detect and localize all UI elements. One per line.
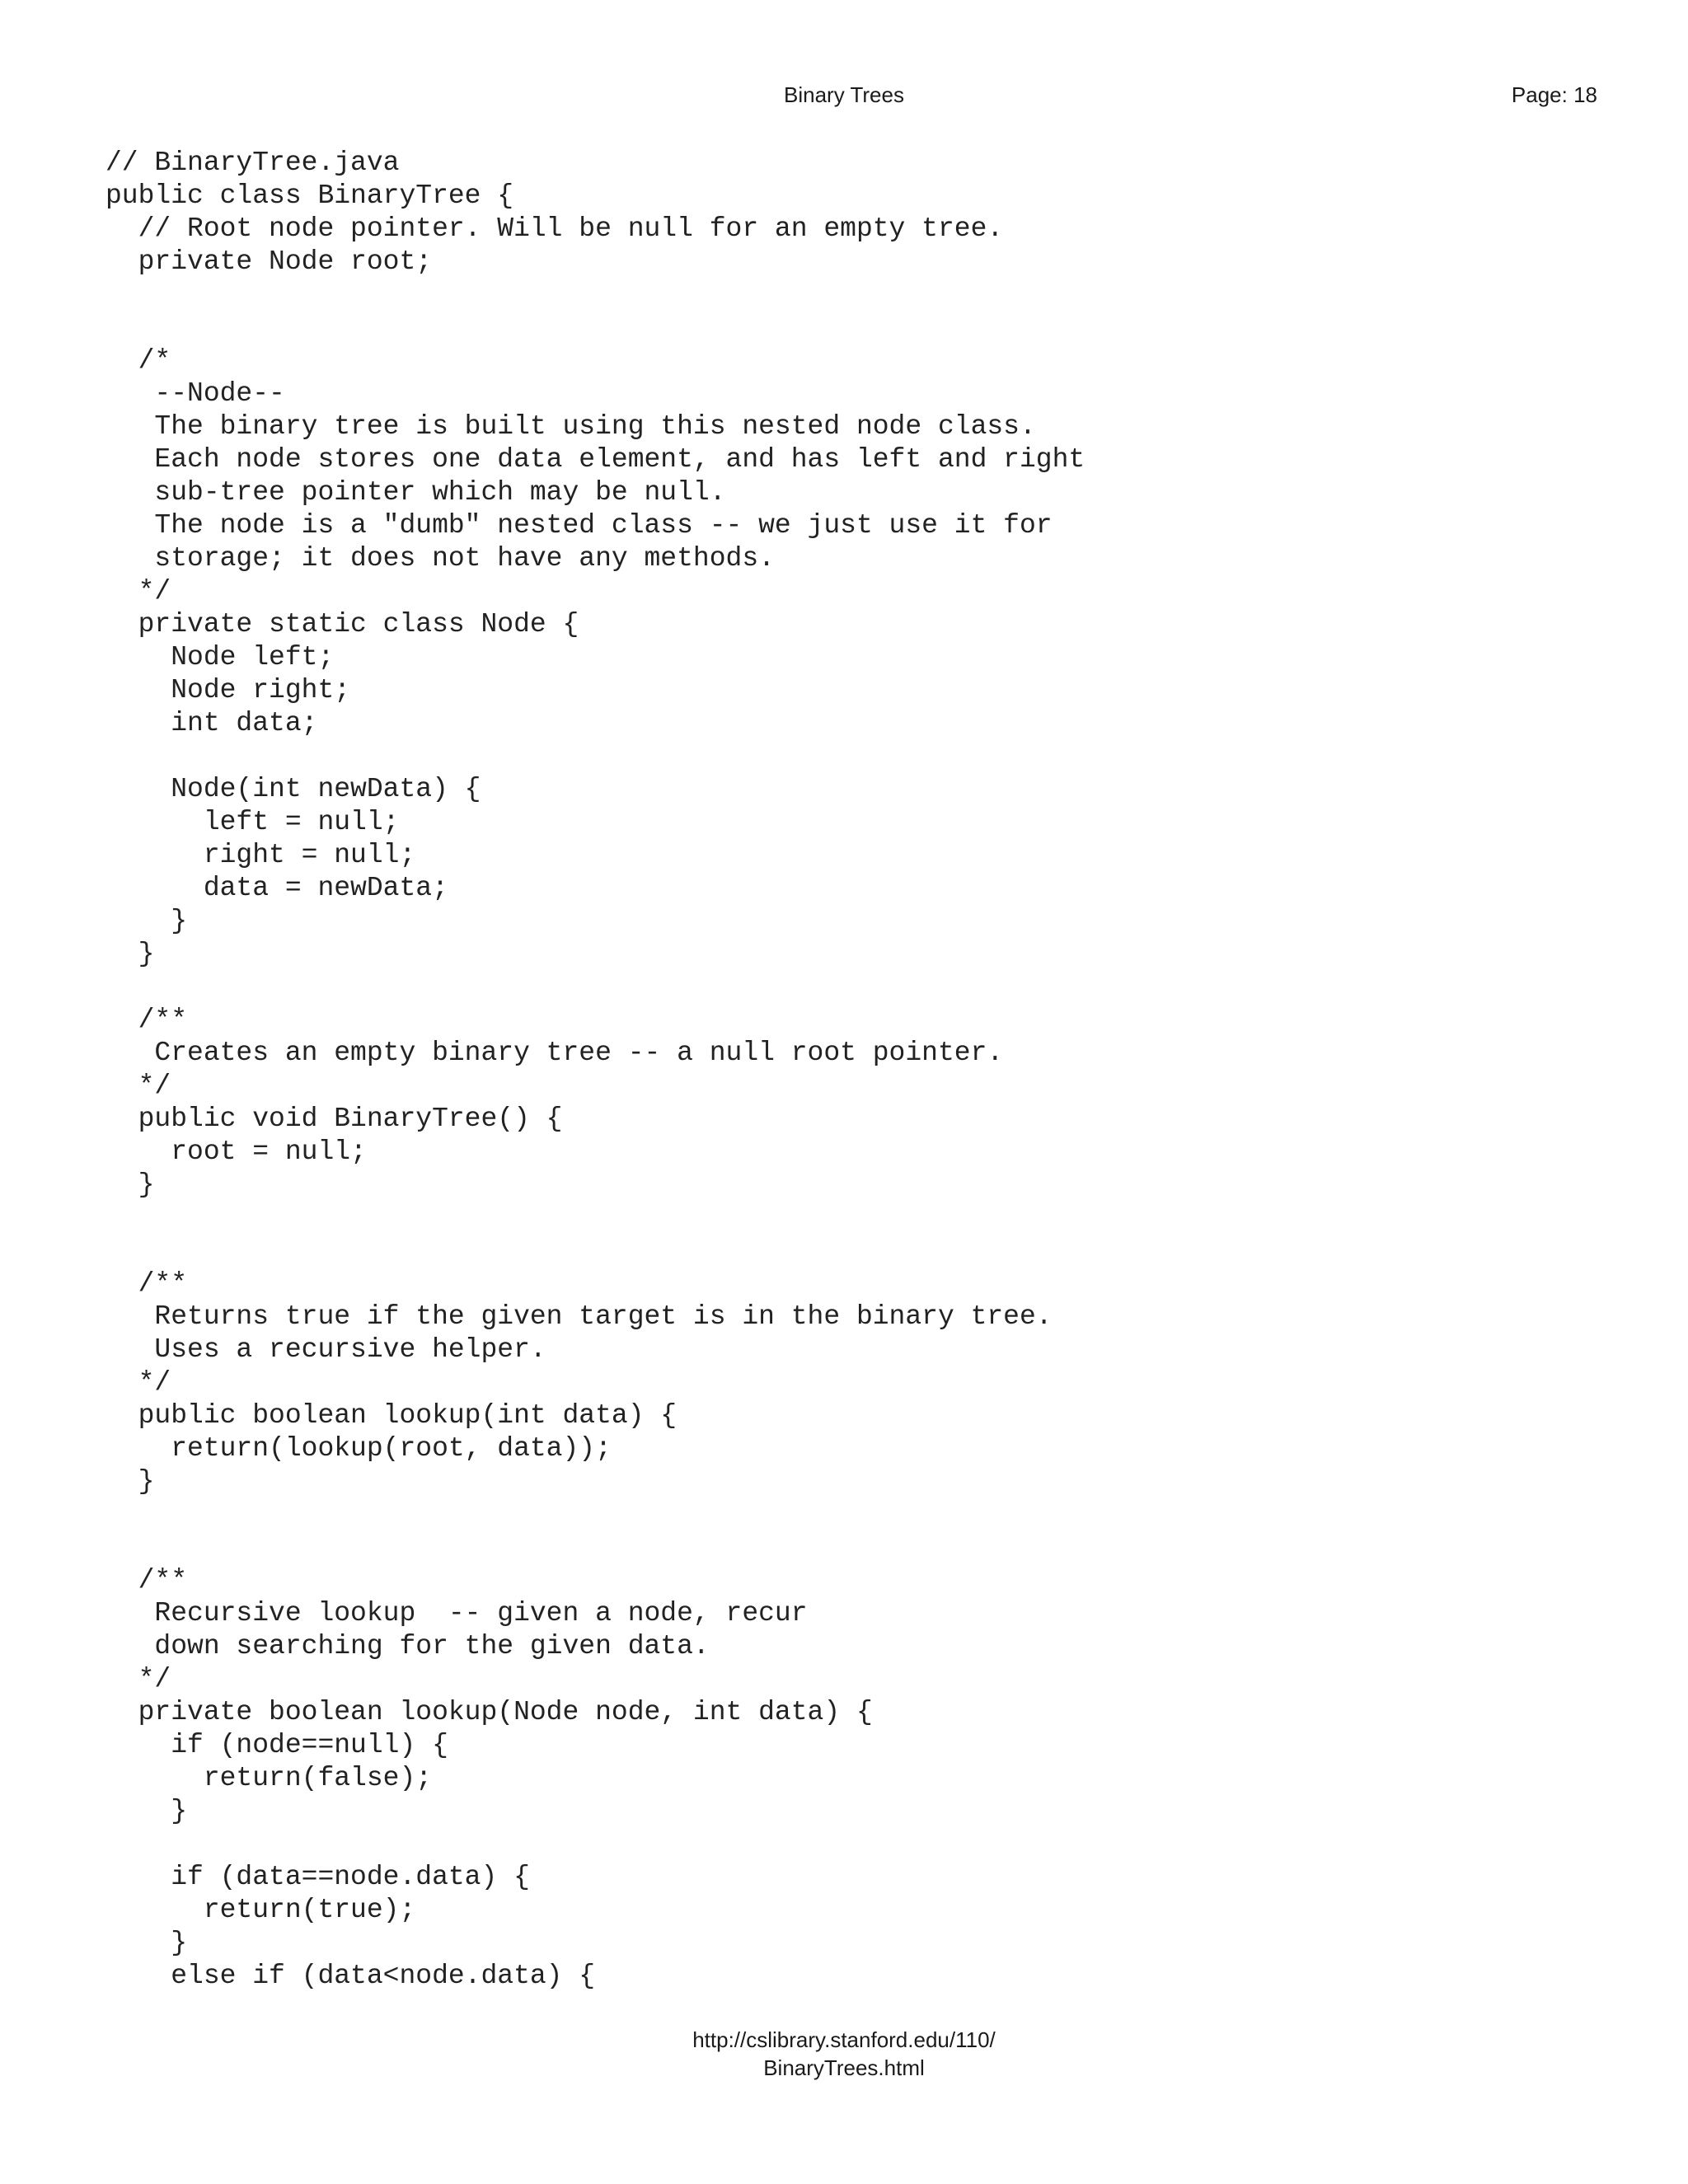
code-line: The node is a "dumb" nested class -- we just use it for: [106, 510, 1053, 541]
code-line: // BinaryTree.java: [106, 148, 400, 178]
code-line: */: [106, 1367, 171, 1398]
code-line: sub-tree pointer which may be null.: [106, 477, 726, 508]
code-line: [106, 1531, 1085, 1564]
code-line: Node(int newData) {: [106, 774, 481, 804]
code-line: Returns true if the given target is in the binary tree.: [106, 1301, 1053, 1332]
code-line: else if (data<node.data) {: [106, 1961, 596, 1991]
code-line: [106, 1828, 1085, 1861]
code-line: /*: [106, 345, 171, 376]
code-line: }: [106, 939, 155, 969]
code-listing: [106, 147, 1085, 1993]
code-line: }: [106, 1928, 188, 1958]
code-line: Node left;: [106, 642, 335, 673]
code-line: */: [106, 576, 171, 607]
document-title: Binary Trees: [784, 82, 904, 107]
code-line: /**: [106, 1005, 188, 1035]
code-line: Recursive lookup -- given a node, recur: [106, 1598, 808, 1629]
code-line: [106, 740, 1085, 773]
code-line: left = null;: [106, 807, 400, 837]
code-line: [106, 279, 1085, 312]
code-line: --Node--: [106, 378, 285, 409]
page-header: [0, 82, 1688, 119]
code-line: storage; it does not have any methods.: [106, 543, 775, 574]
code-line: Each node stores one data element, and has left and right: [106, 444, 1085, 475]
code-line: return(true);: [106, 1895, 416, 1925]
code-line: */: [106, 1071, 171, 1101]
code-line: private static class Node {: [106, 609, 579, 640]
page-footer: [0, 2026, 1688, 2082]
code-line: int data;: [106, 708, 318, 738]
code-line: [106, 1202, 1085, 1235]
code-line: return(false);: [106, 1763, 433, 1793]
code-line: data = newData;: [106, 873, 448, 903]
code-line: private Node root;: [106, 246, 433, 277]
code-line: public class BinaryTree {: [106, 180, 514, 211]
code-line: [106, 1498, 1085, 1531]
page-number: Page: 18: [1511, 82, 1597, 107]
code-line: }: [106, 1796, 188, 1826]
code-line: The binary tree is built using this nested node class.: [106, 411, 1036, 442]
code-line: Node right;: [106, 675, 351, 705]
code-line: if (data==node.data) {: [106, 1862, 530, 1892]
code-line: [106, 971, 1085, 1004]
code-line: return(lookup(root, data));: [106, 1433, 612, 1464]
code-line: /**: [106, 1268, 188, 1299]
code-line: [106, 1235, 1085, 1268]
code-line: */: [106, 1664, 171, 1694]
code-line: if (node==null) {: [106, 1730, 448, 1760]
code-line: Uses a recursive helper.: [106, 1334, 546, 1365]
code-line: /**: [106, 1565, 188, 1596]
code-line: public boolean lookup(int data) {: [106, 1400, 678, 1431]
code-line: Creates an empty binary tree -- a null root pointer.: [106, 1038, 1004, 1068]
footer-url-line-1[interactable]: http://cslibrary.stanford.edu/110/: [692, 2027, 996, 2052]
code-line: down searching for the given data.: [106, 1631, 710, 1661]
footer-url-line-2[interactable]: BinaryTrees.html: [763, 2055, 925, 2080]
code-line: }: [106, 906, 188, 936]
code-line: right = null;: [106, 840, 416, 870]
code-line: }: [106, 1466, 155, 1497]
code-line: private boolean lookup(Node node, int data) {: [106, 1697, 873, 1727]
code-line: // Root node pointer. Will be null for an empty tree.: [106, 213, 1004, 244]
code-line: root = null;: [106, 1137, 367, 1167]
code-line: [106, 312, 1085, 344]
code-line: public void BinaryTree() {: [106, 1104, 563, 1134]
code-line: }: [106, 1169, 155, 1200]
